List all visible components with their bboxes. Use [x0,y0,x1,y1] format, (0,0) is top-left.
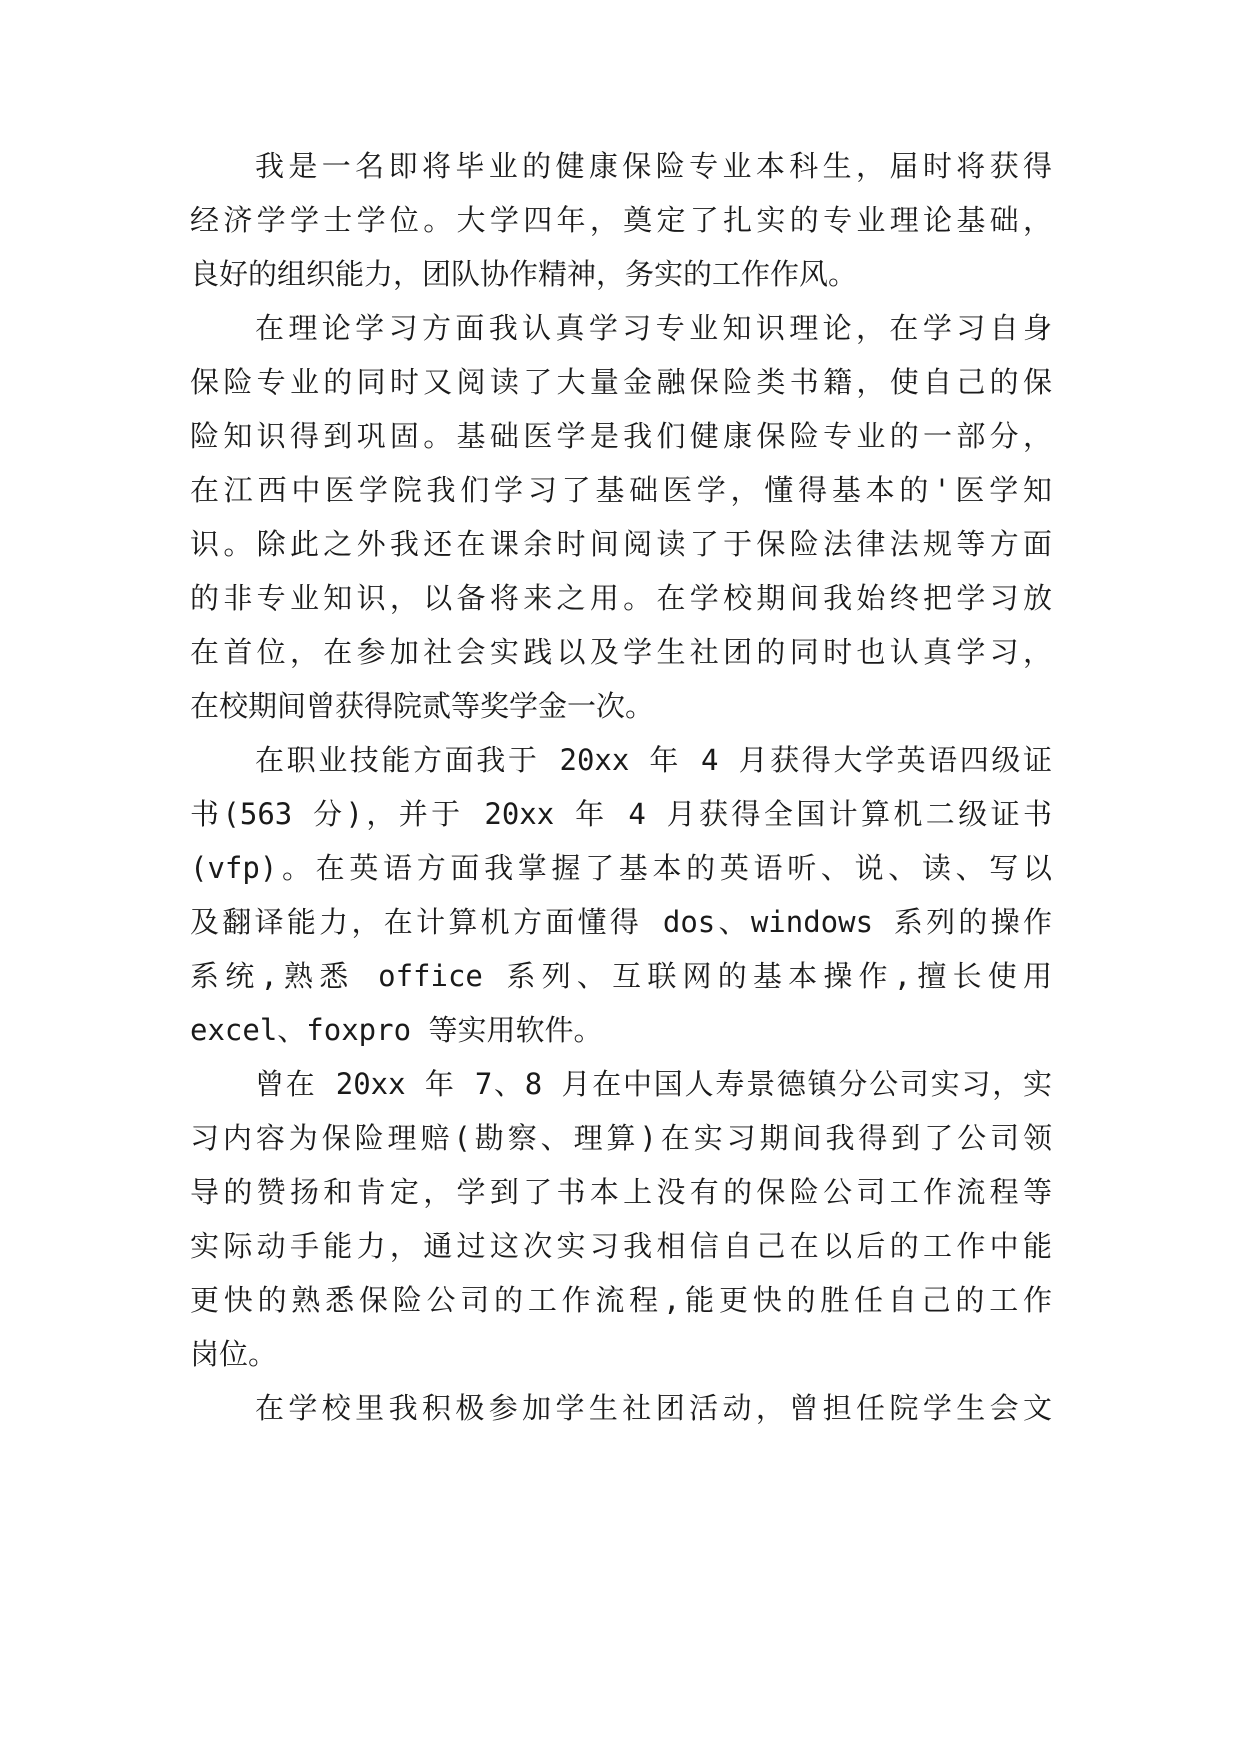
paragraph-1-line-2: 经济学学士学位。大学四年，奠定了扎实的专业理论基础， [190,203,1052,237]
paragraph-2-line-7: 在首位，在参加社会实践以及学生社团的同时也认真学习， [190,635,1052,669]
paragraph-2-line-2: 保险专业的同时又阅读了大量金融保险类书籍，使自己的保 [190,365,1052,399]
paragraph-4-line-3: 导的赞扬和肯定，学到了书本上没有的保险公司工作流程等 [190,1175,1052,1209]
paragraph-4-line-1: 曾在 20xx 年 7、8 月在中国人寿景德镇分公司实习，实 [255,1067,1052,1101]
paragraph-4-line-5: 更快的熟悉保险公司的工作流程,能更快的胜任自己的工作 [190,1283,1052,1317]
paragraph-3-line-1: 在职业技能方面我于 20xx 年 4 月获得大学英语四级证 [255,743,1052,777]
paragraph-3-line-6: excel、foxpro 等实用软件。 [190,1013,603,1047]
paragraph-2-line-8: 在校期间曾获得院贰等奖学金一次。 [190,689,655,723]
paragraph-5-line-1: 在学校里我积极参加学生社团活动，曾担任院学生会文 [255,1391,1052,1425]
paragraph-3-line-3: (vfp)。在英语方面我掌握了基本的英语听、说、读、写以 [190,851,1052,885]
paragraph-3-line-5: 系统,熟悉 office 系列、互联网的基本操作,擅长使用 [190,959,1052,993]
paragraph-4-line-4: 实际动手能力，通过这次实习我相信自己在以后的工作中能 [190,1229,1052,1263]
paragraph-2-line-6: 的非专业知识，以备将来之用。在学校期间我始终把学习放 [190,581,1052,615]
paragraph-3-line-4: 及翻译能力，在计算机方面懂得 dos、windows 系列的操作 [190,905,1052,939]
paragraph-3-line-2: 书(563 分)，并于 20xx 年 4 月获得全国计算机二级证书 [190,797,1052,831]
paragraph-4-line-6: 岗位。 [190,1337,278,1371]
paragraph-1-line-1: 我是一名即将毕业的健康保险专业本科生，届时将获得 [255,149,1052,183]
paragraph-4-line-2: 习内容为保险理赔(勘察、理算)在实习期间我得到了公司领 [190,1121,1052,1155]
paragraph-2-line-4: 在江西中医学院我们学习了基础医学，懂得基本的'医学知 [190,473,1052,507]
paragraph-2-line-1: 在理论学习方面我认真学习专业知识理论，在学习自身 [255,311,1052,345]
paragraph-1-line-3: 良好的组织能力，团队协作精神，务实的工作作风。 [190,257,858,291]
paragraph-2-line-5: 识。除此之外我还在课余时间阅读了于保险法律法规等方面 [190,527,1052,561]
paragraph-2-line-3: 险知识得到巩固。基础医学是我们健康保险专业的一部分， [190,419,1052,453]
